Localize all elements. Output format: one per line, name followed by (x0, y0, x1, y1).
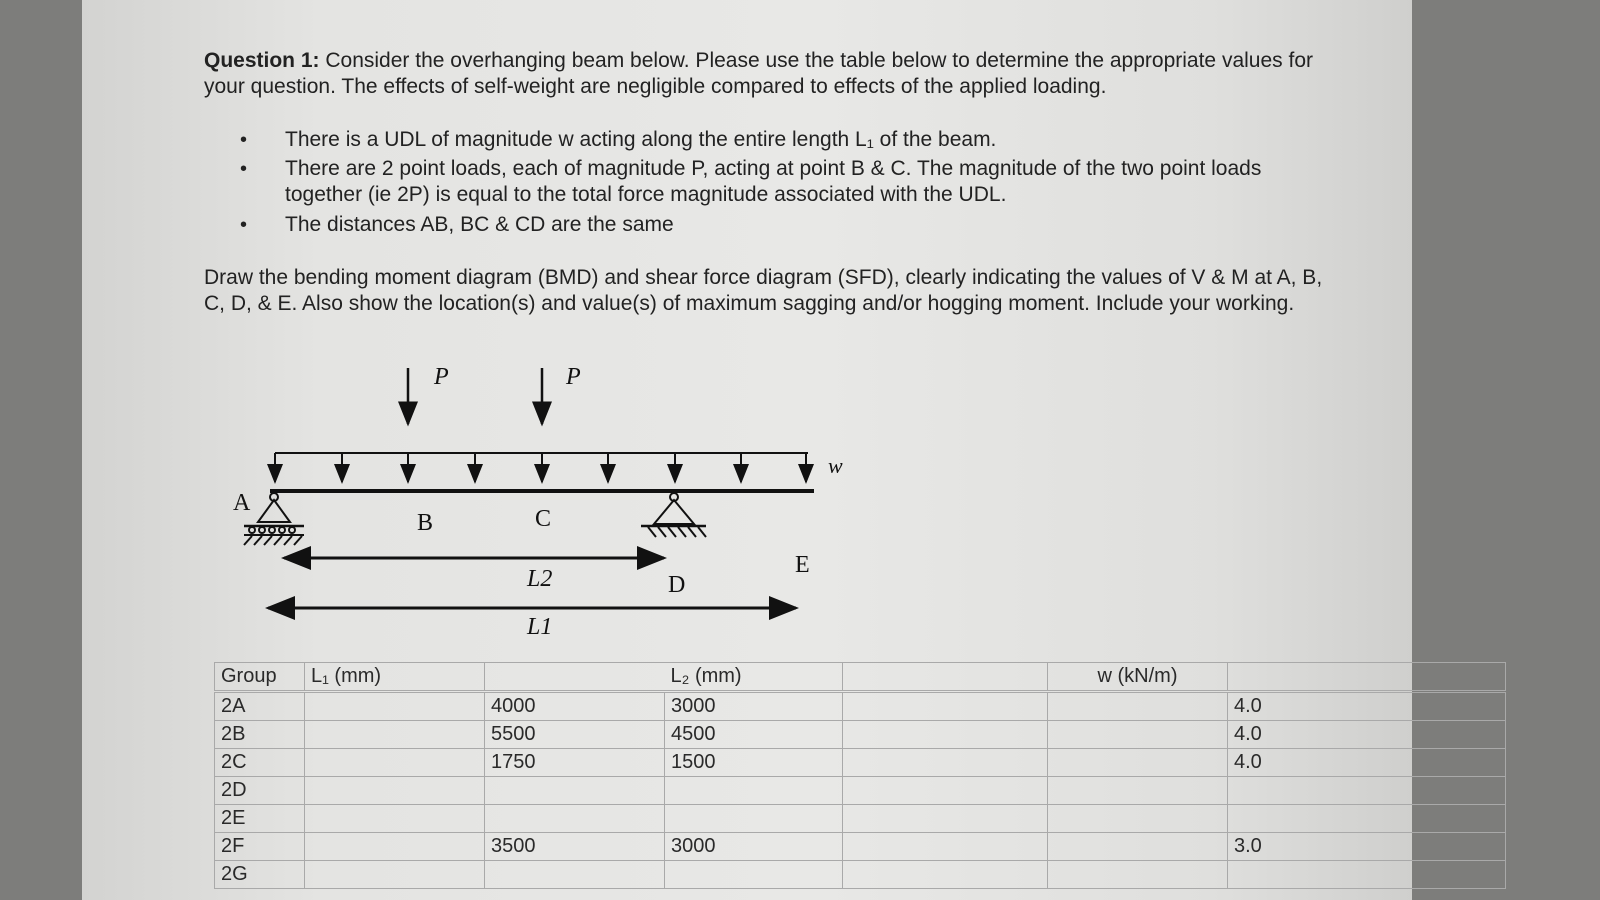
pin-support-d (641, 493, 706, 537)
l1-cell (485, 861, 665, 889)
group-cell: 2B (215, 721, 305, 749)
l1-empty-cell (305, 749, 485, 777)
l2-cell: 3000 (665, 693, 843, 721)
header-w: w (kN/m) (1048, 663, 1228, 691)
values-table (214, 662, 1506, 691)
l1-empty-cell (305, 805, 485, 833)
table-row (215, 749, 1506, 777)
group-cell: 2E (215, 805, 305, 833)
l2-cell (665, 805, 843, 833)
dim-l2-label: L2 (527, 566, 553, 592)
point-e-label: E (795, 552, 810, 578)
header-empty-2 (1228, 663, 1506, 691)
l2-cell: 3000 (665, 833, 843, 861)
point-d-label: D (668, 572, 686, 598)
table-row (215, 777, 1506, 805)
udl-label: w (828, 453, 843, 478)
table-row (215, 721, 1506, 749)
header-l2: L₂ (mm) (665, 663, 843, 691)
l1-empty-cell (305, 693, 485, 721)
bullet-point-loads: • There are 2 point loads, each of magnitude P, acting at point B & C. The magnitude of the two point loads together (ie 2P) is equal to the total force magnitude associated with the UDL. (240, 156, 1285, 212)
load-label-2: P (566, 364, 581, 390)
header-l1: L₁ (mm) (305, 663, 485, 691)
l2-cell: 4500 (665, 721, 843, 749)
empty-cell (843, 749, 1048, 777)
header-l2-cell (485, 663, 665, 691)
table-header-row (215, 663, 1506, 691)
bullet-udl: • There is a UDL of magnitude w acting along the entire length L₁ of the beam. (240, 127, 1285, 156)
table-row (215, 833, 1506, 861)
l1-cell: 1750 (485, 749, 665, 777)
l2-cell: 1500 (665, 749, 843, 777)
l1-cell (485, 805, 665, 833)
bullet-distances: • The distances AB, BC & CD are the same (240, 212, 1285, 238)
udl-load (275, 453, 808, 482)
dim-l1-label: L1 (527, 614, 553, 640)
point-a-label: A (233, 490, 251, 516)
table-row (215, 693, 1506, 721)
empty-cell (1048, 805, 1228, 833)
w-cell: 3.0 (1228, 833, 1506, 861)
empty-cell (843, 805, 1048, 833)
empty-cell (843, 861, 1048, 889)
group-cell: 2D (215, 777, 305, 805)
load-label-1: P (434, 364, 449, 390)
l2-cell (665, 777, 843, 805)
task-text: Draw the bending moment diagram (BMD) and shear force diagram (SFD), clearly indicating the values of V & M at A, B, C, D, & E. Also show the location(s) and value(s) of maximum sagging and/or hogging moment. Include your working. (204, 266, 1323, 315)
empty-cell (843, 833, 1048, 861)
question-label: Question 1: (204, 49, 320, 72)
l1-cell: 3500 (485, 833, 665, 861)
empty-cell (1048, 721, 1228, 749)
header-group: Group (215, 663, 305, 691)
table-row (215, 805, 1506, 833)
empty-cell (843, 693, 1048, 721)
l1-empty-cell (305, 721, 485, 749)
l1-cell (485, 777, 665, 805)
w-cell: 4.0 (1228, 693, 1506, 721)
l1-empty-cell (305, 861, 485, 889)
empty-cell (1048, 861, 1228, 889)
group-cell: 2C (215, 749, 305, 777)
point-c-label: C (535, 506, 552, 532)
l1-empty-cell (305, 777, 485, 805)
l2-cell (665, 861, 843, 889)
w-cell: 4.0 (1228, 721, 1506, 749)
header-empty (843, 663, 1048, 691)
question-intro-text: Consider the overhanging beam below. Please use the table below to determine the appropriate values for your question. The effects of self-weight are negligible compared to effects of the applied loading. (204, 49, 1313, 98)
empty-cell (1048, 693, 1228, 721)
empty-cell (1048, 749, 1228, 777)
l1-empty-cell (305, 833, 485, 861)
l1-cell: 4000 (485, 693, 665, 721)
w-cell: 4.0 (1228, 749, 1506, 777)
empty-cell (1048, 833, 1228, 861)
empty-cell (843, 777, 1048, 805)
empty-cell (843, 721, 1048, 749)
empty-cell (1048, 777, 1228, 805)
point-b-label: B (417, 510, 434, 536)
roller-support-a (244, 493, 304, 545)
l1-cell: 5500 (485, 721, 665, 749)
values-table-rows (214, 692, 1506, 889)
w-cell (1228, 777, 1506, 805)
w-cell (1228, 861, 1506, 889)
group-cell: 2A (215, 693, 305, 721)
group-cell: 2F (215, 833, 305, 861)
table-row (215, 861, 1506, 889)
w-cell (1228, 805, 1506, 833)
group-cell: 2G (215, 861, 305, 889)
